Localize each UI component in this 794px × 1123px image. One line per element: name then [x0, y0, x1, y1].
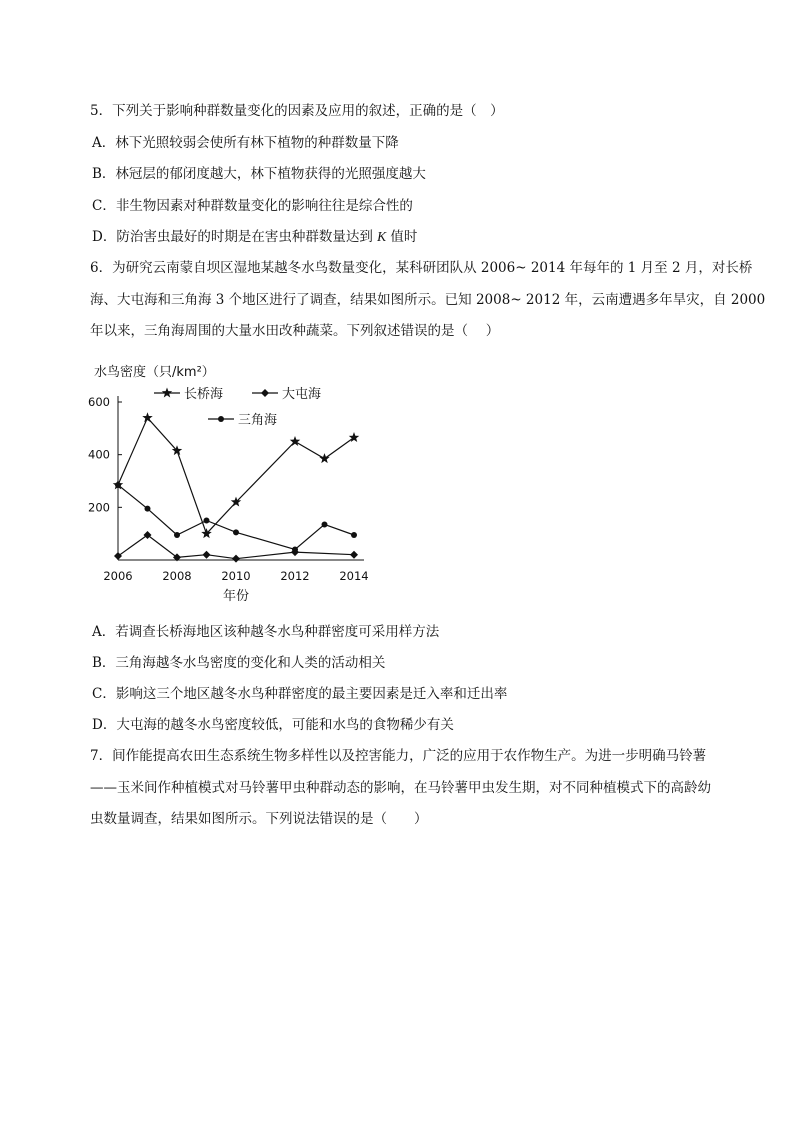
- y-tick-label: 400: [88, 447, 110, 462]
- data-point-series-1: [142, 412, 152, 422]
- data-point-series-3: [174, 532, 180, 538]
- legend-label-1: 长桥海: [184, 387, 224, 402]
- q6-option-c: C．影响这三个地区越冬水鸟种群密度的最主要因素是迁入率和迁出率: [92, 686, 508, 702]
- data-point-series-3: [322, 521, 328, 527]
- waterbird-density-chart: [80, 352, 390, 612]
- data-point-series-2: [203, 551, 211, 559]
- q7-stem-line-2: ——玉米间作种植模式对马铃薯甲虫种群动态的影响，在马铃薯甲虫发生期，对不同种植模式下的高龄幼: [90, 780, 711, 796]
- x-tick-label: 2006: [103, 569, 133, 583]
- legend-marker-1: [162, 388, 172, 398]
- x-tick-label: 2014: [339, 569, 369, 583]
- x-tick-label: 2010: [221, 569, 251, 583]
- legend-marker-3: [218, 416, 224, 422]
- x-tick-label: 2012: [280, 569, 310, 583]
- q5-option-d-post: 值时: [386, 229, 418, 245]
- series-line-1: [118, 418, 354, 534]
- q5-option-d: [92, 227, 417, 247]
- q6-option-d: D．大屯海的越冬水鸟密度较低，可能和水鸟的食物稀少有关: [92, 717, 454, 733]
- q6-option-b: B．三角海越冬水鸟密度的变化和人类的活动相关: [92, 655, 386, 671]
- legend-marker-2: [261, 389, 269, 397]
- q6-option-a: A．若调查长桥海地区该种越冬水鸟种群密度可采用样方法: [92, 624, 440, 640]
- data-point-series-3: [351, 532, 357, 538]
- y-axis-label: 水鸟密度（只/km²）: [94, 365, 215, 380]
- q5-option-a: A．林下光照较弱会使所有林下植物的种群数量下降: [92, 135, 399, 151]
- legend-label-3: 三角海: [238, 413, 278, 428]
- q6-stem-line-1: 6．为研究云南蒙自坝区湿地某越冬水鸟数量变化，某科研团队从 2006~ 2014 年每年的 1 月至 2 月，对长桥: [90, 260, 753, 276]
- q5-option-c: C．非生物因素对种群数量变化的影响往往是综合性的: [92, 198, 413, 214]
- q7-stem-line-3: 虫数量调查，结果如图所示。下列说法错误的是（ ）: [90, 811, 428, 827]
- x-tick-label: 2008: [162, 569, 192, 583]
- y-tick-label: 200: [88, 500, 110, 515]
- q5-option-d-pre: D．防治害虫最好的时期是在害虫种群数量达到: [92, 229, 378, 245]
- data-point-series-3: [145, 506, 151, 512]
- y-tick-label: 600: [88, 395, 110, 409]
- data-point-series-2: [114, 552, 122, 560]
- data-point-series-2: [232, 555, 240, 563]
- q5-stem: 5．下列关于影响种群数量变化的因素及应用的叙述，正确的是（ ）: [90, 103, 504, 119]
- q7-stem-line-1: 7．间作能提高农田生态系统生物多样性以及控害能力，广泛的应用于农作物生产。为进一步明确马铃薯: [90, 748, 707, 764]
- q6-stem-line-3: 年以来，三角海周围的大量水田改种蔬菜。下列叙述错误的是（ ）: [90, 323, 500, 339]
- data-point-series-3: [115, 482, 121, 488]
- data-point-series-1: [319, 453, 329, 463]
- data-point-series-3: [204, 518, 210, 524]
- x-axis-label: 年份: [222, 589, 250, 604]
- data-point-series-2: [350, 551, 358, 559]
- data-point-series-3: [292, 546, 298, 552]
- q5-option-d-k: K: [377, 229, 387, 244]
- q5-option-b: B．林冠层的郁闭度越大，林下植物获得的光照强度越大: [92, 166, 426, 182]
- q6-stem-line-2: 海、大屯海和三角海 3 个地区进行了调查，结果如图所示。已知 2008~ 2012 年，云南遭遇多年旱灾，自 2000: [90, 292, 766, 308]
- legend-label-2: 大屯海: [282, 387, 322, 402]
- data-point-series-3: [233, 529, 239, 535]
